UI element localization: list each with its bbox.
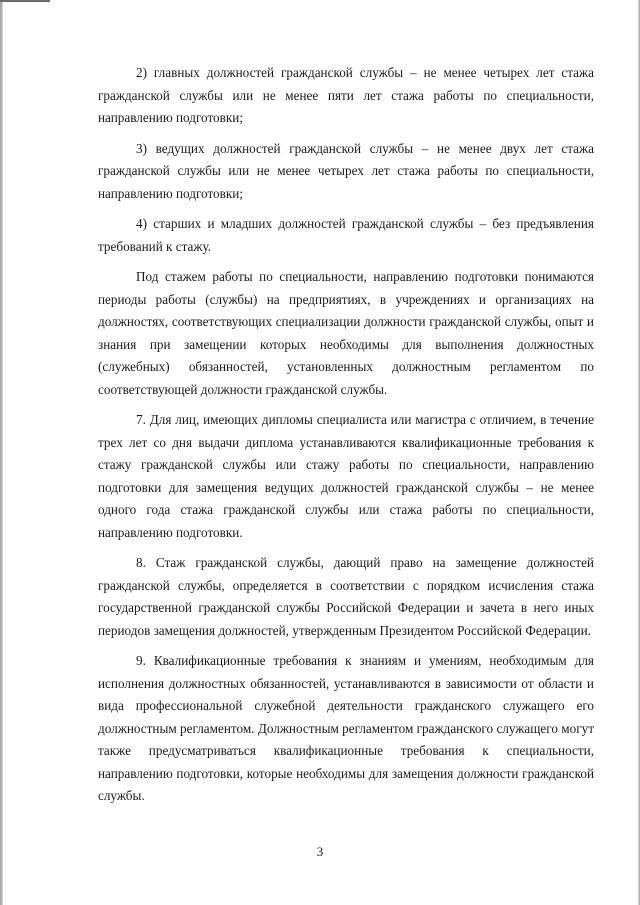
- paragraph-section-9: 9. Квалификационные требования к знаниям и умениям, необходимым для исполнения должностных обязанностей, устанавливаются в зависимости от области и вида профессиональной служебной деятельности гражданского служащего его должностным регламентом. Должностным регламентом гражданского служащего могут также предусматриваться квалификационные требования к специальности, направлению подготовки, которые необходимы для замещения должности гражданской службы.: [98, 653, 594, 803]
- scan-edge-left: [0, 0, 3, 905]
- page-number: 3: [316, 844, 324, 859]
- paragraph-seniority-definition: Под стажем работы по специальности, направлению подготовки понимаются периоды работы (службы) на предприятиях, в учреждениях и организациях на должностях, соответствующих специализации должности гражданской службы, опыт и знания при замещении которых необходимы для выполнения должностных (служебных) обязанностей, установленных должностным регламентом по соответствующей должности гражданской службы.: [98, 269, 594, 397]
- paragraph-item-2: 2) главных должностей гражданской службы – не менее четырех лет стажа гражданской службы или не менее пяти лет стажа работы по специальности, направлению подготовки;: [98, 65, 594, 125]
- paragraph-section-7: 7. Для лиц, имеющих дипломы специалиста или магистра с отличием, в течение трех лет со дня выдачи диплома устанавливаются квалификационные требования к стажу гражданской службы или стажу работы по специальности, направлению подготовки для замещения ведущих должностей гражданской службы – не менее одного года стажа гражданской службы или стажа работы по специальности, направлению подготовки.: [98, 412, 594, 540]
- document-body: [98, 62, 594, 808]
- scan-edge-top: [0, 0, 50, 2]
- paragraph-item-3: 3) ведущих должностей гражданской службы – не менее двух лет стажа гражданской службы или не менее четырех лет стажа работы по специальности, направлению подготовки;: [98, 140, 594, 201]
- paragraph-section-8: 8. Стаж гражданской службы, дающий право на замещение должностей гражданской службы, определяется в соответствии с порядком исчисления стажа государственной гражданской службы Российской Федерации и зачета в него иных периодов замещения должностей, утвержденным Президентом Российской Федерации.: [98, 555, 594, 638]
- paragraph-item-4: 4) старших и младших должностей гражданской службы – без предъявления требований к стажу.: [98, 216, 594, 254]
